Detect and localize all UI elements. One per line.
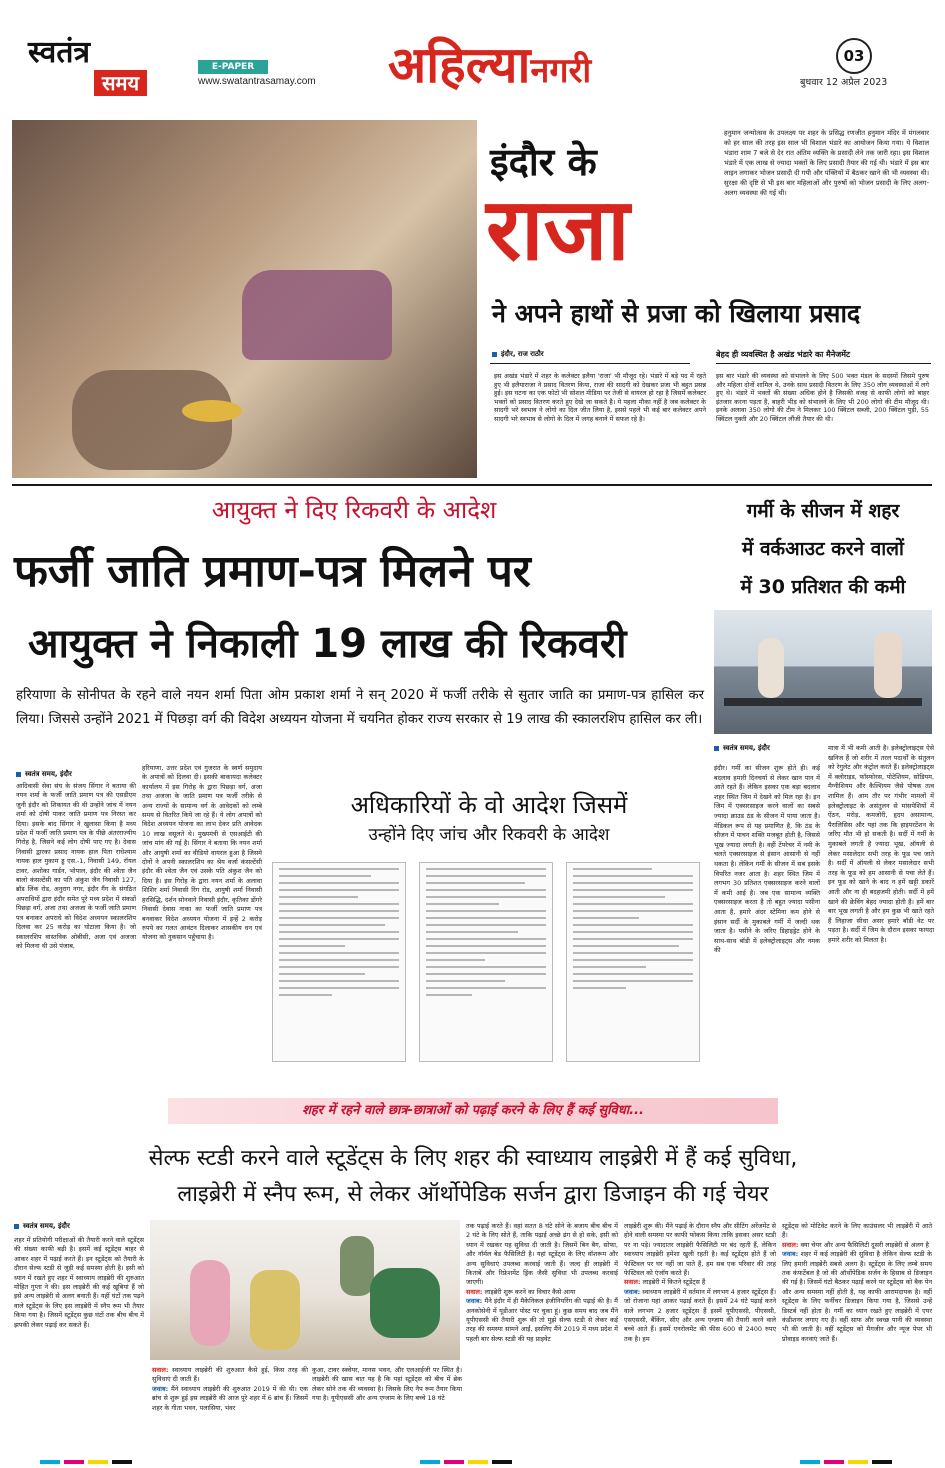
story1-subhead: बेहद ही व्यवस्थित है अखंड भंडारे का मैनेजमेंट	[716, 350, 851, 359]
photo-student-4	[370, 1268, 440, 1338]
qa3-question-label: सवाल:	[624, 1278, 641, 1287]
story2-kicker: आयुक्त ने दिए रिकवरी के आदेश	[211, 496, 497, 524]
registration-mark-black-2	[492, 1460, 512, 1464]
library-students-photo	[150, 1220, 460, 1360]
story2-deck: हरियाणा के सोनीपत के रहने वाले नयन शर्मा पिता ओम प्रकाश शर्मा ने सन् 2020 में फर्जी तरीके से सुतार जाति का प्रमाण-पत्र हासिल कर लिया। जिससे उन्होंने 2021 में पिछड़ा वर्ग की विदेश अध्ययन योजना में चयनित होकर राज्य सरकार से 19 लाख की स्कालरशिप हासिल कर ली।	[16, 688, 704, 727]
story2-byline: स्वतंत्र समय, इंदौर	[16, 770, 72, 779]
qa4-question: क्या चेयर और अन्य फैसिलिटी दूसरी लाइब्रेरी से अलग है	[800, 1240, 929, 1249]
registration-mark-cyan	[40, 1460, 60, 1464]
photo-student-1	[190, 1260, 230, 1346]
story3-column-1: इंदौर। गर्मी का सीजन शुरू होते ही। कई बदलाव हमारी दिनचर्या से लेकर खान पान में आते रहते हैं। लेकिन इसका एक बड़ा बदलाव शहर स्थित जिम में देखने को मिल रहा है। इन जिम में एक्सरसाइज करने वालों का सबसे ज्यादा क्राउड ठंड के सीजन में पाया जाता है। मेडिकल रूप से यह प्रमाणित है, कि ठंड के सीजन में पाचन शक्ति मजबूत होती है, जिससे भूख ज्यादा लगती है। वहीं टेंपरेचर में नमी के चलते एक्सरसाइज से इंसान आसानी से नहीं थकता है। लेकिन गर्मी के सीजन में सब इसके विपरित नजर आता है। शहर स्थित जिम में लगभग 30 प्रतिशत एक्सरसाइज करने वालों में कमी आई है। जब एक सामान्य व्यक्ति एक्सरसाइज करता है तो बहुत ज्यादा पसीना आता है, हमारे अंदर स्टेमिना कम होने से इंसान सर्दी के मुकाबले गर्मी में जल्दी थक जाता है। पसीने के जरिए डिहाइड्रेट होने के साथ-साथ बॉडी में इलेक्ट्रोलाइट्स और नमक की	[714, 764, 820, 955]
qa2-question: लाइब्रेरी शुरू करने का विचार कैसे आया	[484, 1287, 576, 1296]
swatantra-samay-logo	[28, 36, 158, 104]
issue-date: बुधवार 12 अप्रैल 2023	[800, 77, 888, 88]
story4-kicker: शहर में रहने वाले छात्र-छात्राओं को पढ़ाई करने के लिए हैं कई सुविधा...	[302, 1103, 644, 1118]
story4-byline: स्वतंत्र समय, इंदौर	[14, 1222, 70, 1231]
photo-rowing-machine	[724, 698, 922, 706]
story1-byline: इंदौर, राज राठौर	[492, 350, 544, 359]
section-divider-1	[12, 484, 932, 486]
story4-qa1	[152, 1366, 308, 1413]
story4-column-4-text: तक पढ़ाई करते हैं। वहां सतत 8 घंटे सोने के बजाय बीच बीच में 2 घंटे के लिए सोते हैं, ताकि पढ़ाई अच्छे ढंग से हो सके, इसी को ध्यान में रखकर यह सुविधा दी जाती है। जिसमें बिन बैग, सोफा, और नॉर्मल बेड फैसिलिटी है। यहां स्टूडेंट्स के लिए वॉशरूम और अन्य सुविधाएं उपलब्ध करवाई जाती हैं। जल्द ही लाइब्रेरी में किताबें और रिफ्रेशमेंट ड्रिंक जैसी सुविधा भी उपलब्ध करवाई जाएगी।	[466, 1222, 618, 1287]
qa1-question: स्वाध्याय लाइब्रेरी की शुरुआत कैसे हुई, किस तरह की सुविधाएं दी जाती हैं।	[152, 1366, 308, 1384]
story2-column-1: आदिवासी सेवा संघ के संजय सिंगार ने बताया की नयन शर्मा के फर्जी जाति प्रमाण पत्र की एसडीएम जुनी इंदौर को शिकायत की थी उन्होंने जांच में नयन शर्मा को दोषी पाकर जाति प्रमाण पत्र निरस्त कर दिया। इसके बाद सिंगार ने खुलासा किया है मध्य प्रदेश में फर्जी जाति प्रमाण पत्र के पीछे अंतरराज्यीय गिरोह है, जिसने कई लोग दोषी पाए गए है। देवास निवासी द्वारका प्रसाद नायक हाल पिता राधेश्याम नायक हाल मुकाम ड्ड एस.-1, निवासी 149, रॉयल टावर, अशोका गार्डन, भोपाल, इंदौर की श्वेता जैन बालो कंसल्टेंसी का पति अंकुश जैन निवासी 127, ब्रॉड लिंक रोड, अनुराग नगर, इंदौर गैंग के संगठित अपराधियों द्वारा इंदौर समेत पूरे मध्य प्रदेश में संकडों पिछड़ा वर्ग, अजा तथा अजजा के फर्जी जाति प्रमाण पत्र बनाकर अपराधे को विदेश अध्ययन स्कालरशिप दिलवा कर 25 करोड़ का घोटाला किया है। जो स्कालरशिप वास्तविक ओबीसी, अजा एवं अजजा को मिलना थी उसे पंजाब,	[16, 782, 136, 950]
qa4-answer-label: जवाब:	[782, 1250, 799, 1259]
photo-person-right	[874, 632, 902, 698]
order-document-1	[272, 862, 406, 1062]
registration-mark-magenta	[64, 1460, 84, 1464]
qa1-answer: मैंने स्वाध्याय लाइब्रेरी की शुरुआत 2019 में की थी। एक ब्रांच से शुरू हुई इस लाइब्रेरी की आज पूरे शहर में 6 ब्रांच हैं। जिसमें शहर के गीता भवन, पलासिया, भंवर	[152, 1384, 308, 1412]
story2-column-2: हरियाणा, उत्तर प्रदेश एवं गुजरात के स्वर्ण समुदाय के अपात्रों को दिलवा दी। इसकी बाकायदा कलेक्टर कार्यालय में इस गिरोह के द्वारा पिछड़ा वर्ग, अजा तथा अजजा के जाति प्रमाण पत्र फर्जी तरीके से अन्य राज्यों के सामान्य वर्ग के आवेदकों को लम्बे समय से वितरित किये जा रहे हैं। ये लोग अपात्रों को विदेश अध्ययन योजना का लाभ देकर प्रति आवेदक 10 लाख वसूलते थे। मुख्यमंत्री से एसआईटी की जांच मांग की गई है। सिंगार ने बताया कि नयन शर्मा और आयुषी शर्मा का वीडियो वायरल हुआ है जिसमे दोनों ने अपनी स्कालरशिप का श्रेय वर्जा कंसल्टेंसी इंदौर की श्वेता जैन एवं उसके पति अंकुश जैन को दिया है। इस गिरोह के द्वारा नयन शर्मा के अलावा शिशिर शर्मा निवासी रिंग रोड, आयुषी शर्मा निवासी हरसिद्धि, दर्शन सोनवाने निवासी इंदौर, कृतिका डोंगरे निवासी देवास नाका का फर्जी जाति प्रमाण पत्र बनवाकर विदेश अध्ययन योजना में इन्हें 2 करोड़ रुपये का गलत आवंटन दिलाकर शासकीय धन एवं योजना को नुकसान पहुँचाया है।	[142, 764, 262, 942]
qa3-answer: स्वाध्याय लाइब्रेरी में वर्तमान में लगभग 4 हजार स्टूडेंट्स हैं। जो रोजाना यहां आकर पढ़ाई करते हैं। इसमें 24 घंटे पढ़ाई करने वाले लगभग 2 हजार स्टूडेंट्स हैं इसमें यूपीएससी, पीएससी, एसएससी, बैंकिंग, सीए और अन्य एग्जाम की तैयारी करने वाले बच्चे आते हैं। इसमें एनरोलमेंट की फीस 600 से 2400 रुपए तक है। हम	[624, 1287, 776, 1343]
story3-headline-line1: गर्मी के सीजन में शहर	[746, 500, 900, 522]
qa3-answer-label: जवाब:	[624, 1287, 641, 1296]
registration-mark-cyan-3	[800, 1460, 820, 1464]
story2-headline-line2: आयुक्त ने निकाली 19 लाख की रिकवरी	[28, 621, 627, 667]
page-number-badge: 03	[836, 38, 872, 74]
registration-mark-yellow-3	[848, 1460, 868, 1464]
photo-person-left	[758, 638, 784, 698]
story1-intro: हनुमान जन्मोत्सव के उपलक्ष्य पर शहर के प्रसिद्ध रणजीत हनुमान मंदिर में मंगलवार को हर साल की तरह इस साल भी विशाल भंडारे का आयोजन किया गया। ये विशाल भंडारा शाम 7 बजे से देर रात अंतिम व्यक्ति के प्रसादी लेने तक जारी रहा। इस विशाल भंडारे में एक लाख से ज्यादा भक्तों के लिए प्रसादी तैयार की गई थी। भंडारे में इस बार लाइन लगाकर भोजन प्रसादी दी गयी और पंक्तियों में बैठकर खाने की भी व्यवस्था थी। सुरक्षा की दृष्टि से भी इस बार महिलाओं और पुरुषों को भोजन प्रसादी के लिए अलग-अलग व्यवस्था की गई थी।	[724, 129, 929, 197]
qa1-answer-label: जवाब:	[152, 1384, 169, 1393]
edition-title-secondary: नगरी	[530, 51, 592, 91]
logo-top-text: स्वतंत्र	[28, 35, 91, 70]
qa4-question-label: सवाल:	[782, 1240, 799, 1249]
registration-mark-yellow	[88, 1460, 108, 1464]
registration-mark-cyan-2	[420, 1460, 440, 1464]
registration-mark-black	[112, 1460, 132, 1464]
photo-student-3	[340, 1236, 374, 1296]
story4-column-6	[782, 1222, 932, 1344]
story2-headline-line1: फर्जी जाति प्रमाण-पत्र मिलने पर	[14, 546, 531, 597]
story3-headline-line2: में वर्कआउट करने वालों	[742, 538, 904, 560]
story1-headline-line1: इंदौर के	[490, 140, 597, 184]
website-url[interactable]: www.swatantrasamay.com	[198, 76, 316, 87]
story3-headline-line3: में 30 प्रतिशत की कमी	[740, 576, 906, 598]
photo-prasad-plate	[182, 400, 242, 422]
epaper-badge: E-PAPER	[198, 60, 268, 74]
order-document-2	[419, 862, 553, 1062]
story4-headline-line1: सेल्फ स्टडी करने वाले स्टूडेंट्स के लिए शहर की स्वाध्याय लाइब्रेरी में हैं कई सुविधा,	[148, 1146, 798, 1171]
story1-column-1: इस अखंड भंडारे में शहर के कलेक्टर इलैया 'राजा' भी मौजूद रहे। भंडारे में बड़े पद में रहते हुए भी इलैयाराजा ने प्रसाद वितरण किया, राजा की सादगी को देखकर प्रजा भी बहुत प्रसन्न हुई। इस घटना का एक फोटो भी सोशल मीडिया पर तेजी से वायरल हो रहा है जिसमें कलेक्टर भक्तों को प्रसाद वितरण करते हुए देखे जा सकते है। ये पहला मौका नहीं है जब कलेक्टर के सादगी भरे स्वभाव ने लोगो का दिल जीत लिया है, इससे पहले भी कई बार कलेक्टर अपने सादगी भरे स्वभाव से लोगो के दिल में जगह बनाने में सफल रहे है।	[494, 372, 706, 423]
orders-heading-line1: अधिकारियों के वो आदेश जिसमें	[350, 791, 628, 819]
photo-figure-standing	[242, 270, 392, 360]
edition-title-main: अहिल्या	[388, 36, 531, 94]
registration-mark-black-3	[872, 1460, 892, 1464]
story4-column-5-text: लाइब्रेरी शुरू की। मैंने पढ़ाई के दौरान स्नैप और सीटिंग अरेंजमेंट से होने वाली समस्या पर काफी फोकस किया ताकि इसका असर स्टडी पर ना पड़े। ज्यादातर लाइब्रेरी फैसिलिटी पर बंद रहती हैं, लेकिन स्वाध्याय लाइब्रेरी हमेशा खुली रहती है। कई स्टूडेंट्स होते हैं जो फेस्टिवल पर घर नहीं जा पाते हैं, हम सब एक परिवार की तरह फेस्टिवल को एंजॉय करते हैं।	[624, 1222, 776, 1278]
qa1-question-label: सवाल:	[152, 1366, 169, 1374]
story3-column-2: मात्रा में भी कमी आती है। इलेक्ट्रोलाइट्स ऐसे खनिज हैं जो शरीर में तरल पदार्थों के संतुलन को रेगुलेट और कंट्रोल करते हैं। इलेक्ट्रोलाइट्स में क्लोराइड, फॉस्फोरस, पोटेशियम, सोडियम, मैग्नीशियम और कैल्शियम जैसे पोषक तत्व शामिल हैं। आम तौर पर गंभीर मामलों में इलेक्ट्रोलाइट के असंतुलन से मांसपेशियों में ऐंठन, मरोड़, कमजोरी, हृदय असामान्य, पैरालिसिस और यहां तक कि हाइपरटेंशन के जरिए मौत भी हो सकती है। सर्दी में गर्मी के मुकाबले लगती है ज्यादा भूख, ऑयली से लेकर मसालेदार सभी तरह के फूड पच जाते है। सर्दी में ऑयली से लेकर मसालेदार सभी तरह के फूड को हम आसानी से पचा लेते हैं। इन फूड को खाने के बाद न हमें खट्टी डकारें आती और ना ही बदहजमी होती। सर्दी में हमें खाने की क्रेविंग बेहद ज्यादा होती है। हमें बार बार भूख लगती है और हम कुछ भी खाते रहते हैं लिहाजा सीधा असर हमारे बॉडी वेट पर पड़ता है। सर्दी में जिम के दौरान इसका फायदा हमारे शरीर को मिलता है।	[828, 744, 934, 944]
orders-heading-line2: उन्होंने दिए जांच और रिकवरी के आदेश	[368, 825, 610, 845]
story4-column-5	[624, 1222, 776, 1344]
story4-column-1: शहर में प्रतियोगी परीक्षाओं की तैयारी करने वाले स्टूडेंट्स की संख्या काफी बढ़ी है। इसमें कई स्टूडेंट्स बाहर से आकर शहर में पढ़ाई करते हैं। इन स्टूडेंट्स को तैयारी के दौरान सेल्फ स्टडी से जुड़ी कई समस्या होती है। इसी को ध्यान में रखते हुए शहर में स्वाध्याय लाइब्रेरी की शुरुआत मोहित गुप्ता ने की। इस लाइब्रेरी की कई खूबियां हैं जो इसे अन्य लाइब्रेरी से अलग बनाती हैं। यहीं घंटों तक पढ़ने वाले स्टूडेंट्स के लिए इस लाइब्रेरी में स्नैप रूम भी तैयार किया गया है। जिसमें स्टूडेंट्स कुछ घंटों तक बीच बीच में झपकी लेकर पढ़ाई कर सकते हैं।	[14, 1236, 144, 1329]
registration-mark-yellow-2	[468, 1460, 488, 1464]
story4-headline-line2: लाइब्रेरी में स्नैप रूम, से लेकर ऑर्थोपेडिक सर्जन द्वारा डिजाइन की गई चेयर	[177, 1182, 769, 1207]
qa4-answer: शहर में कई लाइब्रेरी की सुविधा है लेकिन सेल्फ स्टडी के लिए हमारी लाइब्रेरी सबसे अलग है। स्टूडेंट्स के लिए लम्बे समय तक कंफर्टेबल है जो की ऑर्थोपेडिक सर्जन के हिसाब से डिजाइन की गई है। जिसमें घंटो बैठकर पढ़ाई करने पर स्टूडेंट्स को बैक पेन और अन्य समस्या नहीं होती है, यह काफी आरामदायक है। वहीं स्टूडेंट्स के लिए फर्नीचर डिजाइन किया गया है, जिससे उन्हें डिस्टर्ब नहीं होता है। गर्मी का ध्यान रखते हुए लाइब्रेरी में एयर कंडीशनर लगाए गए हैं। वहीं साफ और स्वच्छ पानी की व्यवस्था भी की जाती है। वहीं स्टूडेंट्स को मैगजीन और न्यूज पेपर भी प्रोवाइड करवाएं जाते हैं।	[782, 1250, 932, 1343]
photo-student-2	[250, 1270, 300, 1350]
order-document-3	[566, 862, 700, 1062]
story1-headline-line3: ने अपने हाथों से प्रजा को खिलाया प्रसाद	[492, 299, 861, 328]
story4-column-4	[466, 1222, 618, 1344]
qa2-answer: मैंने इंदौर में ही मैकेनिकल इंजीनियरिंग की पढ़ाई की है। मैं अनकोसेनी में यूडीआर पोस्ट पर चुका हूं। कुछ समय बाद जब मैंने यूपीएससी की तैयारी शुरू की तो मुझे सेल्फ स्टडी से लेकर कई तरह की समस्या सामने आईं, इसलिए मैंने 2019 में मध्य प्रदेश में पहली बार सेल्फ स्टडी की यह प्राइवेट	[466, 1297, 618, 1343]
story4-column-6-text: स्टूडेंट्स को मोटिवेट करने के लिए काउंसलर भी लाइब्रेरी में आते हैं।	[782, 1222, 932, 1240]
collector-serving-prasad-photo	[12, 120, 477, 478]
story1-column-2: इस बार भंडारे की व्यवस्था को संभालने के लिए 500 भक्त मंडल के सदस्यों जिसमे पुरुष और महिला दोनों शामिल थे, उनके साथ प्रसादी वितरण के लिए 350 लोग व्यवस्थाओं में लगे हुए थे। भंडारे में भक्तों की संख्या अधिक होने है जिसकी वजह से काफी लोगो को बाहर इंतजार करना पड़ता है, बाहरी भीड़ को संभालने के लिए भी 200 लोगो की टीम मौजूद थी। इनके अलावा 350 लोगो की टीम ने मिलकर 100 क्विंटल सब्जी, 200 क्विंटल पुड़ी, 55 क्विंटल नुक्ती और 20 क्विंटल लौंजी तैयार की थी।	[716, 372, 929, 423]
qa2-answer-label: जवाब:	[466, 1297, 483, 1306]
story1-headline-big: राजा	[486, 180, 630, 280]
gym-workout-photo	[714, 610, 932, 734]
story1-rule	[490, 363, 690, 364]
edition-title	[388, 32, 768, 104]
logo-bottom-text: समय	[94, 70, 147, 96]
masthead	[0, 0, 945, 110]
story3-byline: स्वतंत्र समय, इंदौर	[714, 744, 770, 753]
story1-subhead-rule	[716, 363, 931, 364]
registration-mark-magenta-3	[824, 1460, 844, 1464]
qa3-question: लाइब्रेरी में कितने स्टूडेंट्स हैं	[642, 1278, 706, 1287]
registration-mark-magenta-2	[444, 1460, 464, 1464]
story4-column-3: कुआ, टावर स्क्वेयर, मानस भवन, और एलआईजी पर स्थित है। लाइब्रेरी की खास बात यह है कि यहां स्टूडेंट्स को बीच में ब्रेक लेकर सोने तक की व्यवस्था है। जिसके लिए नैप रूम तैयार किया गया है। यूपीएससी और अन्य एग्जाम के लिए बच्चे 18 घंटे	[312, 1366, 462, 1403]
qa2-question-label: सवाल:	[466, 1287, 483, 1296]
